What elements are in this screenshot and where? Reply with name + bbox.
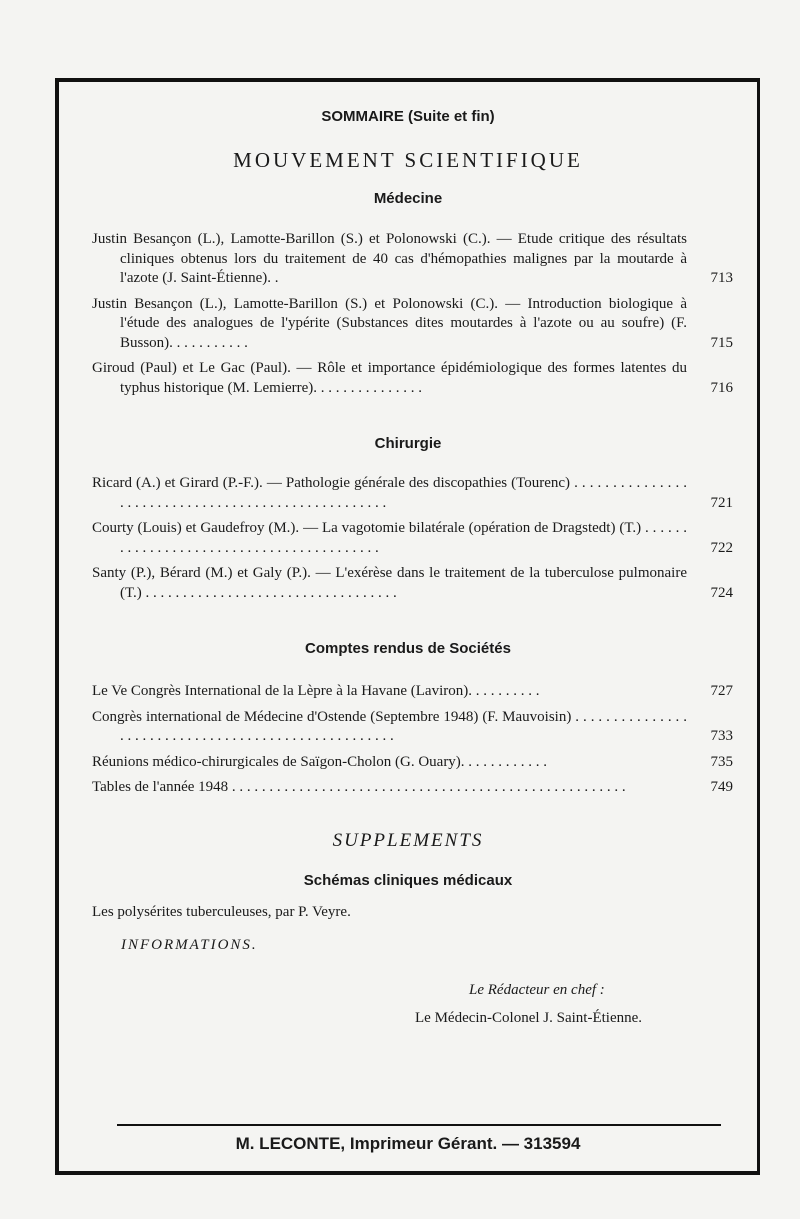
chirurgie-entries	[92, 474, 733, 609]
entry-page: 722	[710, 539, 733, 556]
comptes-rendus-entries	[92, 682, 733, 804]
toc-entry	[92, 295, 733, 354]
entry-text: Santy (P.), Bérard (M.) et Galy (P.). — L'exérèse dans le traitement de la tuberculose pulmonaire (T.) . . . . . . . . . . . . . . . . . . . . . . . . . . . . . . . . . .	[92, 565, 687, 601]
toc-entry	[92, 474, 733, 513]
entry-text: Réunions médico-chirurgicales de Saïgon-Cholon (G. Ouary). . . . . . . . . . . .	[92, 753, 548, 770]
entry-text: Justin Besançon (L.), Lamotte-Barillon (S.) et Polonowski (C.). — Introduction biologique à l'étude des analogues de l'ypérite (Substances dites moutardes à l'azote ou au soufre) (F. Busson). . . . . . . . . . .	[92, 295, 687, 351]
entry-text: Ricard (A.) et Girard (P.-F.). — Pathologie générale des discopathies (Tourenc) . . . . . . . . . . . . . . . . . . . . . . . . . . . . . . . . . . . . . . . . . . . . . . . . . . .	[92, 475, 687, 511]
chirurgie-heading: Chirurgie	[374, 435, 442, 452]
entry-text: Courty (Louis) et Gaudefroy (M.). — La vagotomie bilatérale (opération de Dragstedt) (T.) . . . . . . . . . . . . . . . . . . . . . . . . . . . . . . . . . . . . . . . . .	[92, 520, 687, 556]
page-frame	[55, 78, 760, 1175]
signature-title: Le Rédacteur en chef :	[469, 982, 605, 998]
toc-entry	[92, 519, 733, 558]
toc-entry	[92, 753, 733, 773]
schemas-heading: Schémas cliniques médicaux	[303, 872, 513, 889]
medecine-heading: Médecine	[373, 190, 443, 207]
toc-entry	[92, 564, 733, 603]
entry-text: Tables de l'année 1948 . . . . . . . . . . . . . . . . . . . . . . . . . . . . . . . . . . . . . . . . . . . . . . . . . . . . .	[92, 779, 626, 795]
entry-page: 724	[710, 584, 733, 601]
entry-page: 716	[710, 379, 733, 396]
mouvement-scientifique-title: MOUVEMENT SCIENTIFIQUE	[233, 148, 583, 172]
entry-text: Justin Besançon (L.), Lamotte-Barillon (S.) et Polonowski (C.). — Etude critique des résultats cliniques obtenus lors du traitement de 40 cas d'hémopathies malignes par la moutarde à l'azote (J. Saint-Étienne). .	[92, 231, 687, 286]
entry-page: 733	[710, 728, 733, 744]
toc-entry	[92, 708, 733, 747]
toc-entry	[92, 778, 733, 798]
printer-footer: M. LECONTE, Imprimeur Gérant. — 313594	[235, 1134, 581, 1153]
informations-label: INFORMATIONS.	[121, 937, 258, 953]
medecine-entries	[92, 230, 733, 404]
toc-entry	[92, 359, 733, 398]
signature-name: Le Médecin-Colonel J. Saint-Étienne.	[415, 1010, 643, 1026]
toc-entry	[92, 230, 733, 289]
entry-page: 715	[710, 334, 733, 351]
footer-rule	[117, 1124, 721, 1126]
entry-page: 721	[710, 494, 733, 511]
entry-page: 713	[710, 270, 733, 286]
entry-page: 749	[710, 779, 733, 795]
entry-page: 735	[710, 753, 733, 770]
supplements-heading: SUPPLEMENTS	[332, 830, 484, 851]
entry-page: 727	[710, 683, 733, 699]
entry-text: Congrès international de Médecine d'Ostende (Septembre 1948) (F. Mauvoisin) . . . . . . . . . . . . . . . . . . . . . . . . . . . . . . . . . . . . . . . . . . . . . . . . . . . .	[92, 708, 687, 744]
comptes-rendus-heading: Comptes rendus de Sociétés	[305, 640, 511, 657]
supplement-line: Les polysérites tuberculeuses, par P. Veyre.	[92, 904, 351, 920]
entry-text: Le Ve Congrès International de la Lèpre à la Havane (Laviron). . . . . . . . . .	[92, 683, 540, 699]
sommaire-heading: SOMMAIRE (Suite et fin)	[321, 108, 495, 125]
toc-entry	[92, 682, 733, 702]
entry-text: Giroud (Paul) et Le Gac (Paul). — Rôle et importance épidémiologique des formes latentes du typhus historique (M. Lemierre). . . . . . . . . . . . . . .	[92, 360, 687, 396]
